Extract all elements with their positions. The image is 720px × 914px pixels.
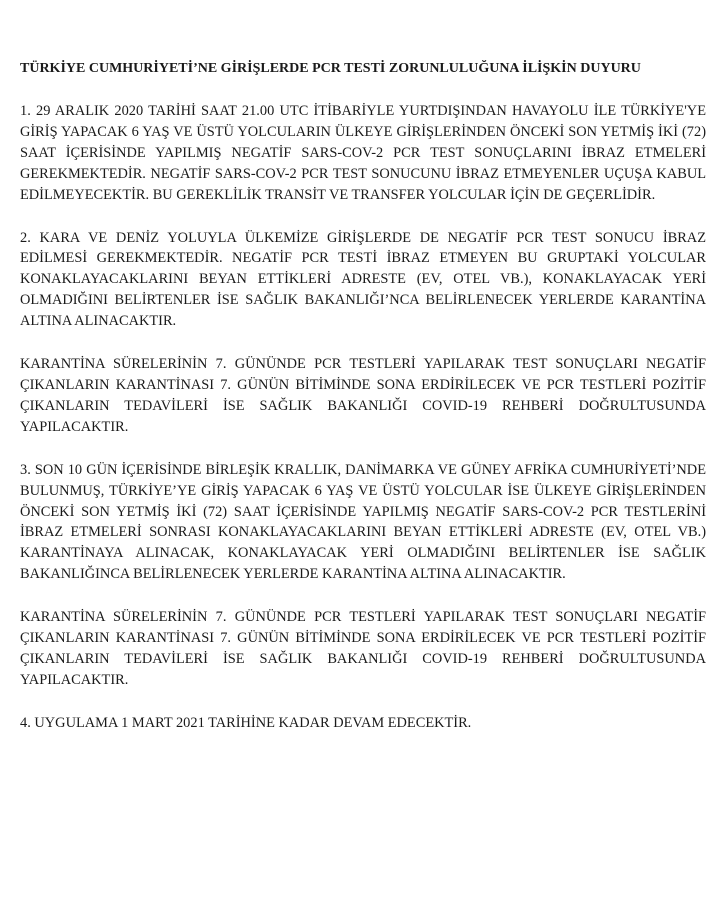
document-page xyxy=(20,58,706,756)
document-title: TÜRKİYE CUMHURİYETİ’NE GİRİŞLERDE PCR TESTİ ZORUNLULUĞUNA İLİŞKİN DUYURU xyxy=(20,61,641,76)
paragraph-4-validity: 4. UYGULAMA 1 MART 2021 TARİHİNE KADAR DEVAM EDECEKTİR. xyxy=(20,714,472,731)
paragraph-2-quarantine: KARANTİNA SÜRELERİNİN 7. GÜNÜNDE PCR TESTLERİ YAPILARAK TEST SONUÇLARI NEGATİF ÇIKANLARIN KARANTİNASI 7. GÜNÜN BİTİMİNDE SONA ERDİRİLECEK VE PCR TESTLERİ POZİTİF ÇIKANLARIN TEDAVİLERİ İSE SAĞLIK BAKANLIĞI COVID-19 REHBERİ DOĞRULTUSUNDA YAPILACAKTIR. xyxy=(20,356,706,435)
paragraph-3-quarantine: KARANTİNA SÜRELERİNİN 7. GÜNÜNDE PCR TESTLERİ YAPILARAK TEST SONUÇLARI NEGATİF ÇIKANLARIN KARANTİNASI 7. GÜNÜN BİTİMİNDE SONA ERDİRİLECEK VE PCR TESTLERİ POZİTİF ÇIKANLARIN TEDAVİLERİ İSE SAĞLIK BAKANLIĞI COVID-19 REHBERİ DOĞRULTUSUNDA YAPILACAKTIR. xyxy=(20,609,706,688)
paragraph-3-restricted-countries: 3. SON 10 GÜN İÇERİSİNDE BİRLEŞİK KRALLIK, DANİMARKA VE GÜNEY AFRİKA CUMHURİYETİ’NDE BULUNMUŞ, TÜRKİYE’YE GİRİŞ YAPACAK 6 YAŞ VE ÜSTÜ YOLCULAR İSE ÜLKEYE GİRİŞLERİNDEN ÖNCEKİ SON YETMİŞ İKİ (72) SAAT İÇERİSİNDE YAPILMIŞ NEGATİF SARS-COV-2 PCR TESTLERİNİ İBRAZ ETMELERİ SONRASI KONAKLAYACAKLARINI BEYAN ETTİKLERİ ADRESTE (EV, OTEL VB.) KARANTİNAYA ALINACAK, KONAKLAYACAK YERİ OLMADIĞINI BELİRTENLER İSE SAĞLIK BAKANLIĞINCA BELİRLENECEK YERLERDE KARANTİNA ALTINA ALINACAKTIR. xyxy=(20,461,706,583)
paragraph-2-land-sea: 2. KARA VE DENİZ YOLUYLA ÜLKEMİZE GİRİŞLERDE DE NEGATİF PCR TEST SONUCU İBRAZ EDİLMESİ GEREKMEKTEDİR. NEGATİF PCR TESTİ İBRAZ ETMEYEN BU GRUPTAKİ YOLCULAR KONAKLAYACAKLARINI BEYAN ETTİKLERİ ADRESTE (EV, OTEL VB.), KONAKLAYACAK YERİ OLMADIĞINI BELİRTENLER İSE SAĞLIK BAKANLIĞI’NCA BELİRLENECEK YERLERDE KARANTİNA ALTINA ALINACAKTIR. xyxy=(20,229,706,330)
paragraph-1-air-travel: 1. 29 ARALIK 2020 TARİHİ SAAT 21.00 UTC İTİBARİYLE YURTDIŞINDAN HAVAYOLU İLE TÜRKİYE'YE GİRİŞ YAPACAK 6 YAŞ VE ÜSTÜ YOLCULARIN ÜLKEYE GİRİŞLERİNDEN ÖNCEKİ SON YETMİŞ İKİ (72) SAAT İÇERİSİNDE YAPILMIŞ NEGATİF SARS-COV-2 PCR TEST SONUÇLARINI İBRAZ ETMELERİ GEREKMEKTEDİR. NEGATİF SARS-COV-2 PCR TEST SONUCUNU İBRAZ ETMEYENLER UÇUŞA KABUL EDİLMEYECEKTİR. BU GEREKLİLİK TRANSİT VE TRANSFER YOLCULAR İÇİN DE GEÇERLİDİR. xyxy=(20,103,706,203)
